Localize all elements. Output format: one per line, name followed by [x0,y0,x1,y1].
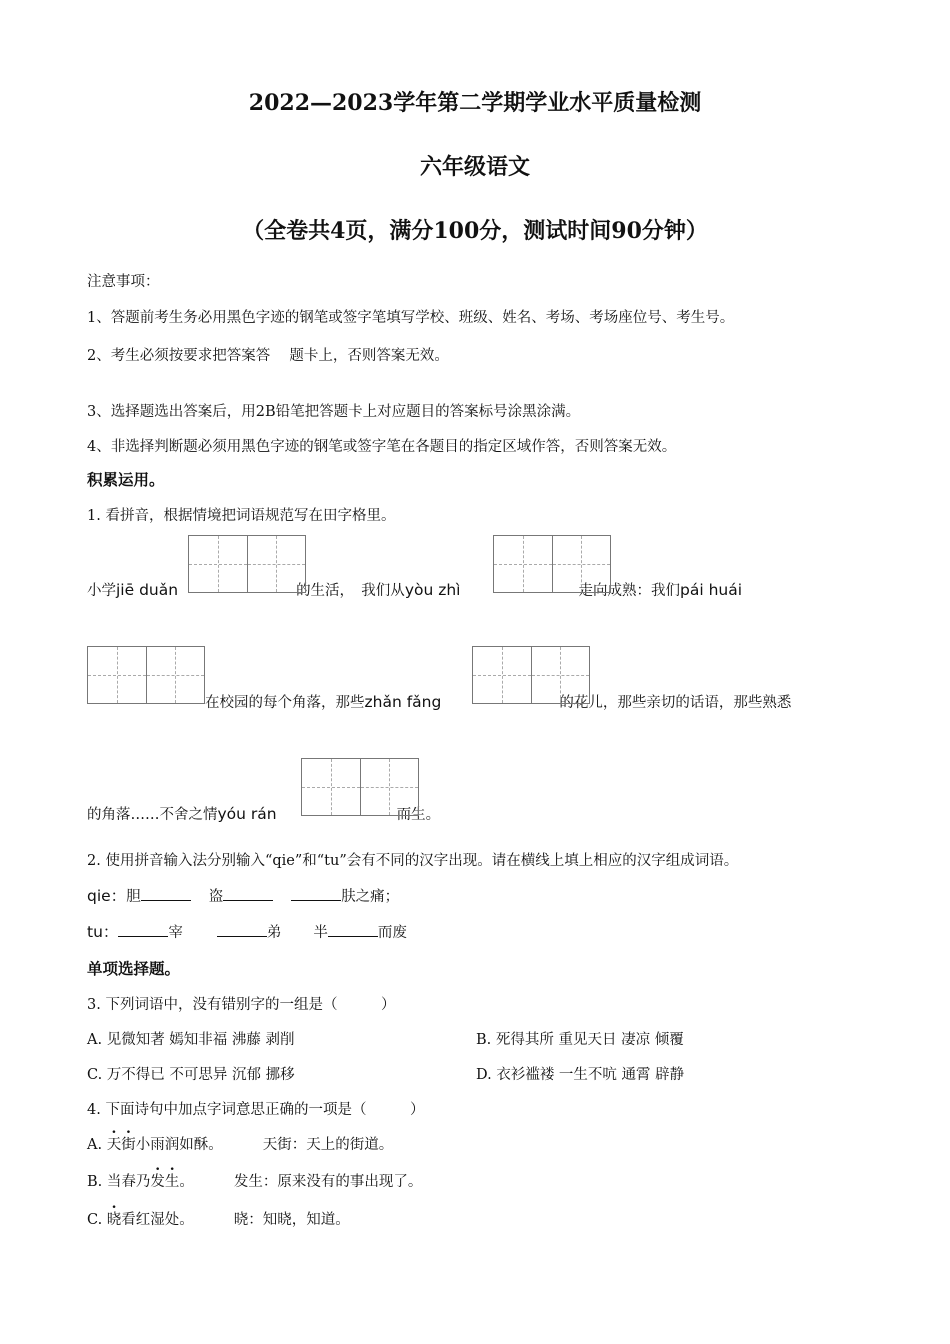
q1-text: 的花儿，那些亲切的话语，那些熟悉 [559,695,792,711]
answer-blank[interactable] [217,922,267,937]
q2-word: 半 [313,925,328,941]
q2-qie-line [87,884,399,906]
q1-line1 [87,579,742,600]
pinyin-youran: yóu rán [217,805,277,823]
pinyin-zhanfang: zhǎn fǎng [364,693,442,711]
q1-text: 小学 [87,583,116,599]
exam-info: （全卷共4页，满分100分，测试时间90分钟） [242,218,708,244]
q4-option-c[interactable] [87,1208,350,1229]
q2-prompt: 2. 使用拼音输入法分别输入“qie”和“tu”会有不同的汉字出现。请在横线上填上相应的汉字组成词语。 [87,853,739,869]
q2-qie-label: qie： [87,887,127,905]
q2-word: 弟 [266,925,282,941]
explanation: 发生：原来没有的事出现了。 [233,1174,423,1190]
explanation: 晓：知晓，知道。 [233,1212,350,1228]
tianzige-jieduan[interactable] [188,535,306,593]
q1-text: 在校园的每个角落，那些 [205,695,365,711]
note-item-3: 3、选择题选出答案后，用2B铅笔把答题卡上对应题目的答案标号涂黑涂满。 [87,404,581,420]
q1-text: 而生。 [396,807,441,823]
tianzige-paihuai[interactable] [87,646,205,704]
q1-text: 的生活， 我们从 [296,583,405,599]
q3-option-d[interactable]: D. 衣衫褴褛 一生不吭 通霄 辟静 [476,1067,685,1083]
q2-tu-line [87,920,407,942]
explanation: 天街：天上的街道。 [262,1137,394,1153]
exam-title: 2022—2023学年第二学期学业水平质量检测 [248,90,702,116]
q3-option-b[interactable]: B. 死得其所 重见天日 凄凉 倾覆 [476,1032,684,1048]
dotted-char: 发 [150,1174,165,1190]
option-label: B. 当春乃 [87,1174,151,1190]
pinyin-jieduan: jiē duǎn [116,581,179,599]
q2-tu-label: tu： [87,923,119,941]
q3-option-c[interactable]: C. 万不得已 不可思异 沉郁 挪移 [87,1067,295,1083]
note-item-4: 4、非选择判断题必须用黑色字迹的钢笔或签字笔在各题目的指定区域作答，否则答案无效。 [87,439,677,455]
tianzige-youran[interactable] [301,758,419,816]
pinyin-youzhi: yòu zhì [404,581,461,599]
q3-prompt: 3. 下列词语中，没有错别字的一组是（ ） [87,997,396,1013]
answer-blank[interactable] [223,886,273,901]
note-item-1: 1、答题前考生务必用黑色字迹的钢笔或签字笔填写学校、班级、姓名、考场、考场座位号、考生号。 [87,310,735,326]
exam-subtitle: 六年级语文 [419,154,530,180]
q1-text: 走向成熟：我们 [578,583,680,599]
q2-word: 而废 [377,925,407,941]
q4-prompt: 4. 下面诗句中加点字词意思正确的一项是（ ） [87,1102,425,1118]
tianzige-zhanfang[interactable] [472,646,590,704]
q2-word: 肤之痛； [341,889,400,905]
q4-option-a[interactable] [87,1133,393,1154]
answer-blank[interactable] [118,922,168,937]
poem-text: 小雨润如酥。 [135,1137,223,1153]
poem-text: 。 [179,1174,194,1190]
section-title-accumulation: 积累运用。 [87,470,165,489]
answer-blank[interactable] [328,922,378,937]
q2-word: 宰 [168,925,183,941]
poem-text: 看红湿处。 [121,1212,194,1228]
pinyin-paihuai: pái huái [680,581,743,599]
q3-option-a[interactable]: A. 见微知著 嫣知非福 沸藤 剥削 [87,1032,295,1048]
dotted-char: 天 [106,1137,122,1153]
q4-option-b[interactable] [87,1170,422,1191]
dotted-char: 街 [121,1137,136,1153]
section-title-single-choice: 单项选择题。 [87,959,181,978]
note-item-2: 2、考生必须按要求把答案答 题卡上，否则答案无效。 [87,348,449,364]
option-label: C. [87,1212,107,1228]
q1-text: 的角落……不舍之情 [87,807,218,823]
answer-blank[interactable] [291,886,341,901]
notes-heading: 注意事项： [87,274,160,290]
q2-word: 胆 [126,889,141,905]
dotted-char: 晓 [106,1212,122,1228]
option-label: A. [87,1137,107,1153]
tianzige-youzhi[interactable] [493,535,611,593]
q2-word: 盗 [208,889,224,905]
dotted-char: 生 [164,1174,180,1190]
q1-prompt: 1. 看拼音，根据情境把词语规范写在田字格里。 [87,508,396,524]
answer-blank[interactable] [141,886,191,901]
